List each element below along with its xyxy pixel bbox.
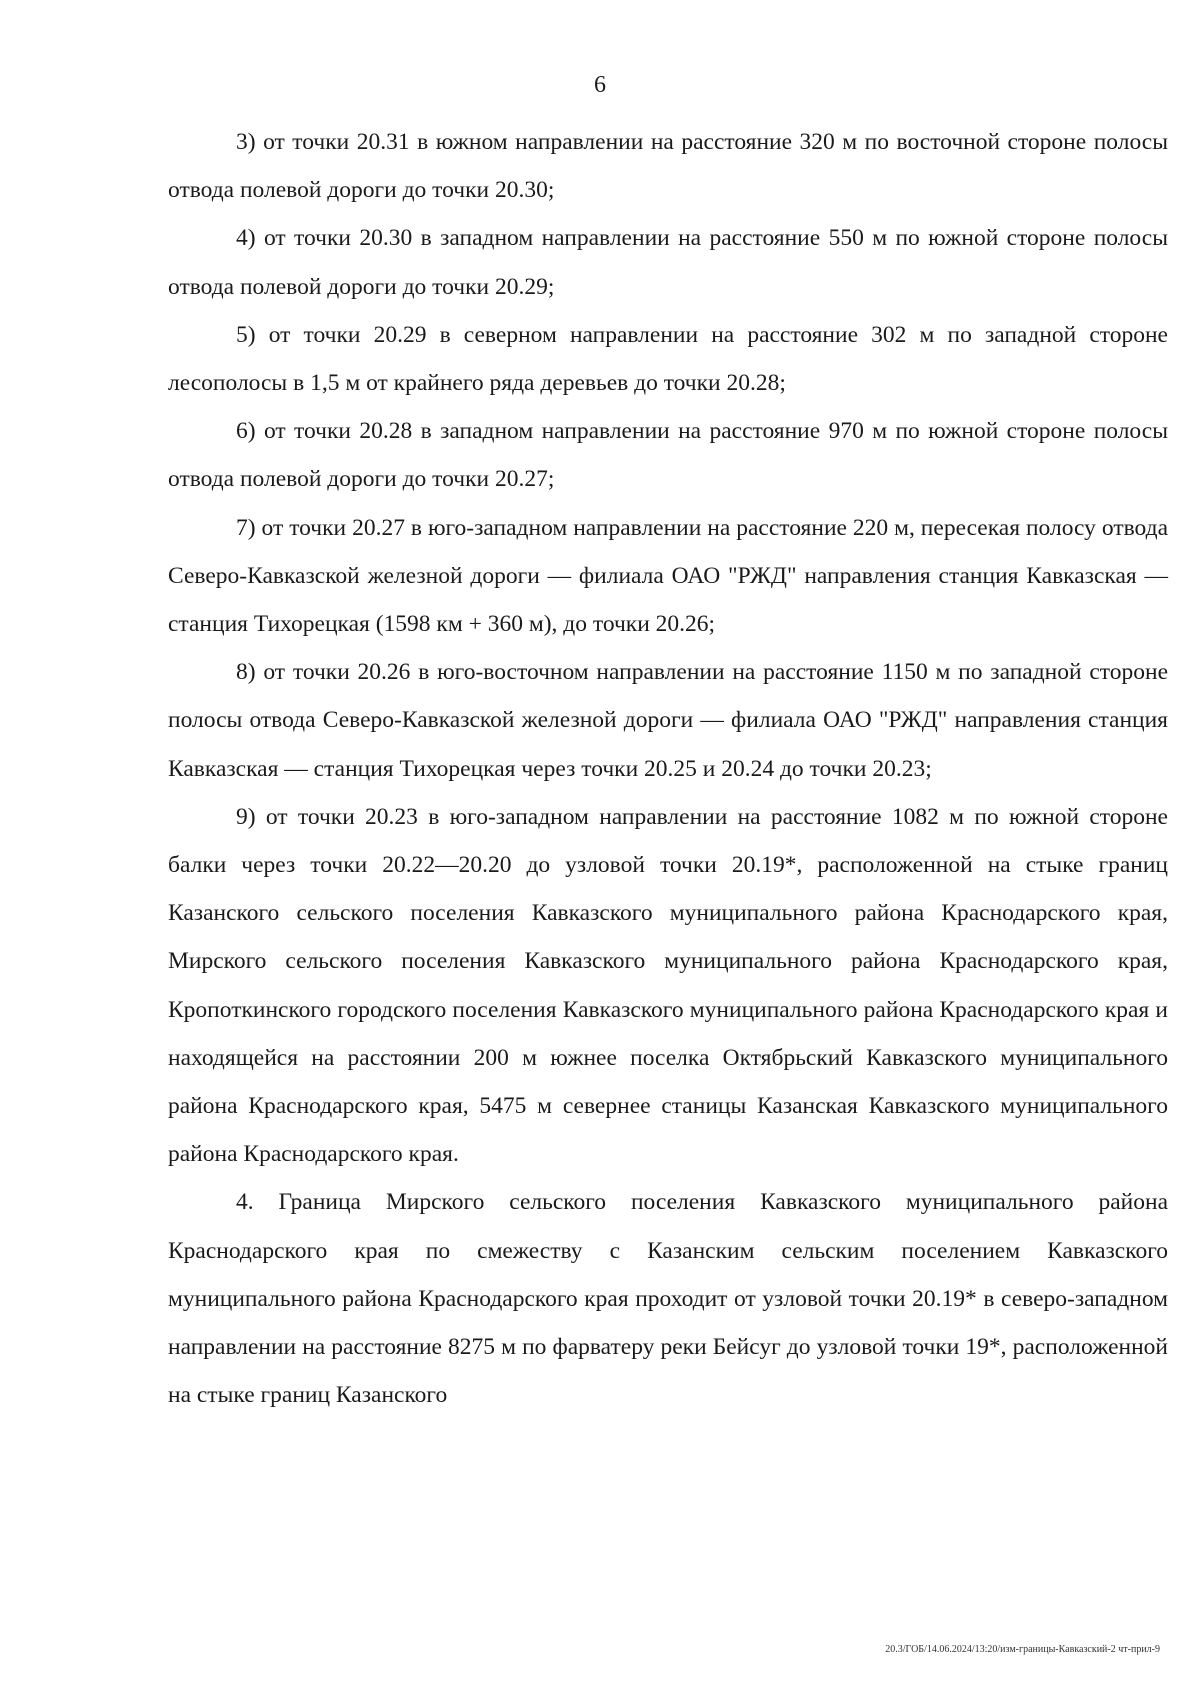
paragraph-item-9: 9) от точки 20.23 в юго-западном направлении на расстояние 1082 м по южной стороне балки через точки 20.22—20.20 до узловой точки 20.19*, расположенной на стыке границ Казанского сельского поселения Кавказского муниципального района Краснодарского края, Мирского сельского поселения Кавказского муниципального района Краснодарского края, Кропоткинского городского поселения Кавказского муниципального района Краснодарского края и находящейся на расстоянии 200 м южнее поселка Октябрьский Кавказского муниципального района Краснодарского края, 5475 м севернее станицы Казанская Кавказского муниципального района Краснодарского края. xyxy=(168,803,1168,1168)
paragraph-item-3: 3) от точки 20.31 в южном направлении на расстояние 320 м по восточной стороне полосы отвода полевой дороги до точки 20.30; xyxy=(168,129,1168,204)
paragraph-item-4: 4) от точки 20.30 в западном направлении на расстояние 550 м по южной стороне полосы отвода полевой дороги до точки 20.29; xyxy=(168,225,1168,300)
paragraph-item-8: 8) от точки 20.26 в юго-восточном направлении на расстояние 1150 м по западной стороне полосы отвода Северо-Кавказской железной дороги — филиала ОАО "РЖД" направления станция Кавказская — станция Тихорецкая через точки 20.25 и 20.24 до точки 20.23; xyxy=(168,659,1168,782)
document-body xyxy=(168,118,1168,1419)
document-footer-code: 20.3/ГОБ/14.06.2024/13:20/изм-границы-Кавказский-2 чт-прил-9 xyxy=(885,1644,1160,1655)
paragraph-item-7: 7) от точки 20.27 в юго-западном направлении на расстояние 220 м, пересекая полосу отвода Северо-Кавказской железной дороги — филиала ОАО "РЖД" направления станция Кавказская — станция Тихорецкая (1598 км + 360 м), до точки 20.26; xyxy=(168,514,1168,638)
paragraph-item-5: 5) от точки 20.29 в северном направлении на расстояние 302 м по западной стороне лесополосы в 1,5 м от крайнего ряда деревьев до точки 20.28; xyxy=(168,321,1168,397)
page-number: 6 xyxy=(594,72,606,98)
section-4-paragraph: 4. Граница Мирского сельского поселения Кавказского муниципального района Краснодарского края по смежеству с Казанским сельским поселением Кавказского муниципального района Краснодарского края проходит от узловой точки 20.19* в северо-западном направлении на расстояние 8275 м по фарватеру реки Бейсуг до узловой точки 19*, расположенной на стыке границ Казанского xyxy=(168,1189,1168,1409)
paragraph-item-6: 6) от точки 20.28 в западном направлении на расстояние 970 м по южной стороне полосы отвода полевой дороги до точки 20.27; xyxy=(168,418,1168,493)
